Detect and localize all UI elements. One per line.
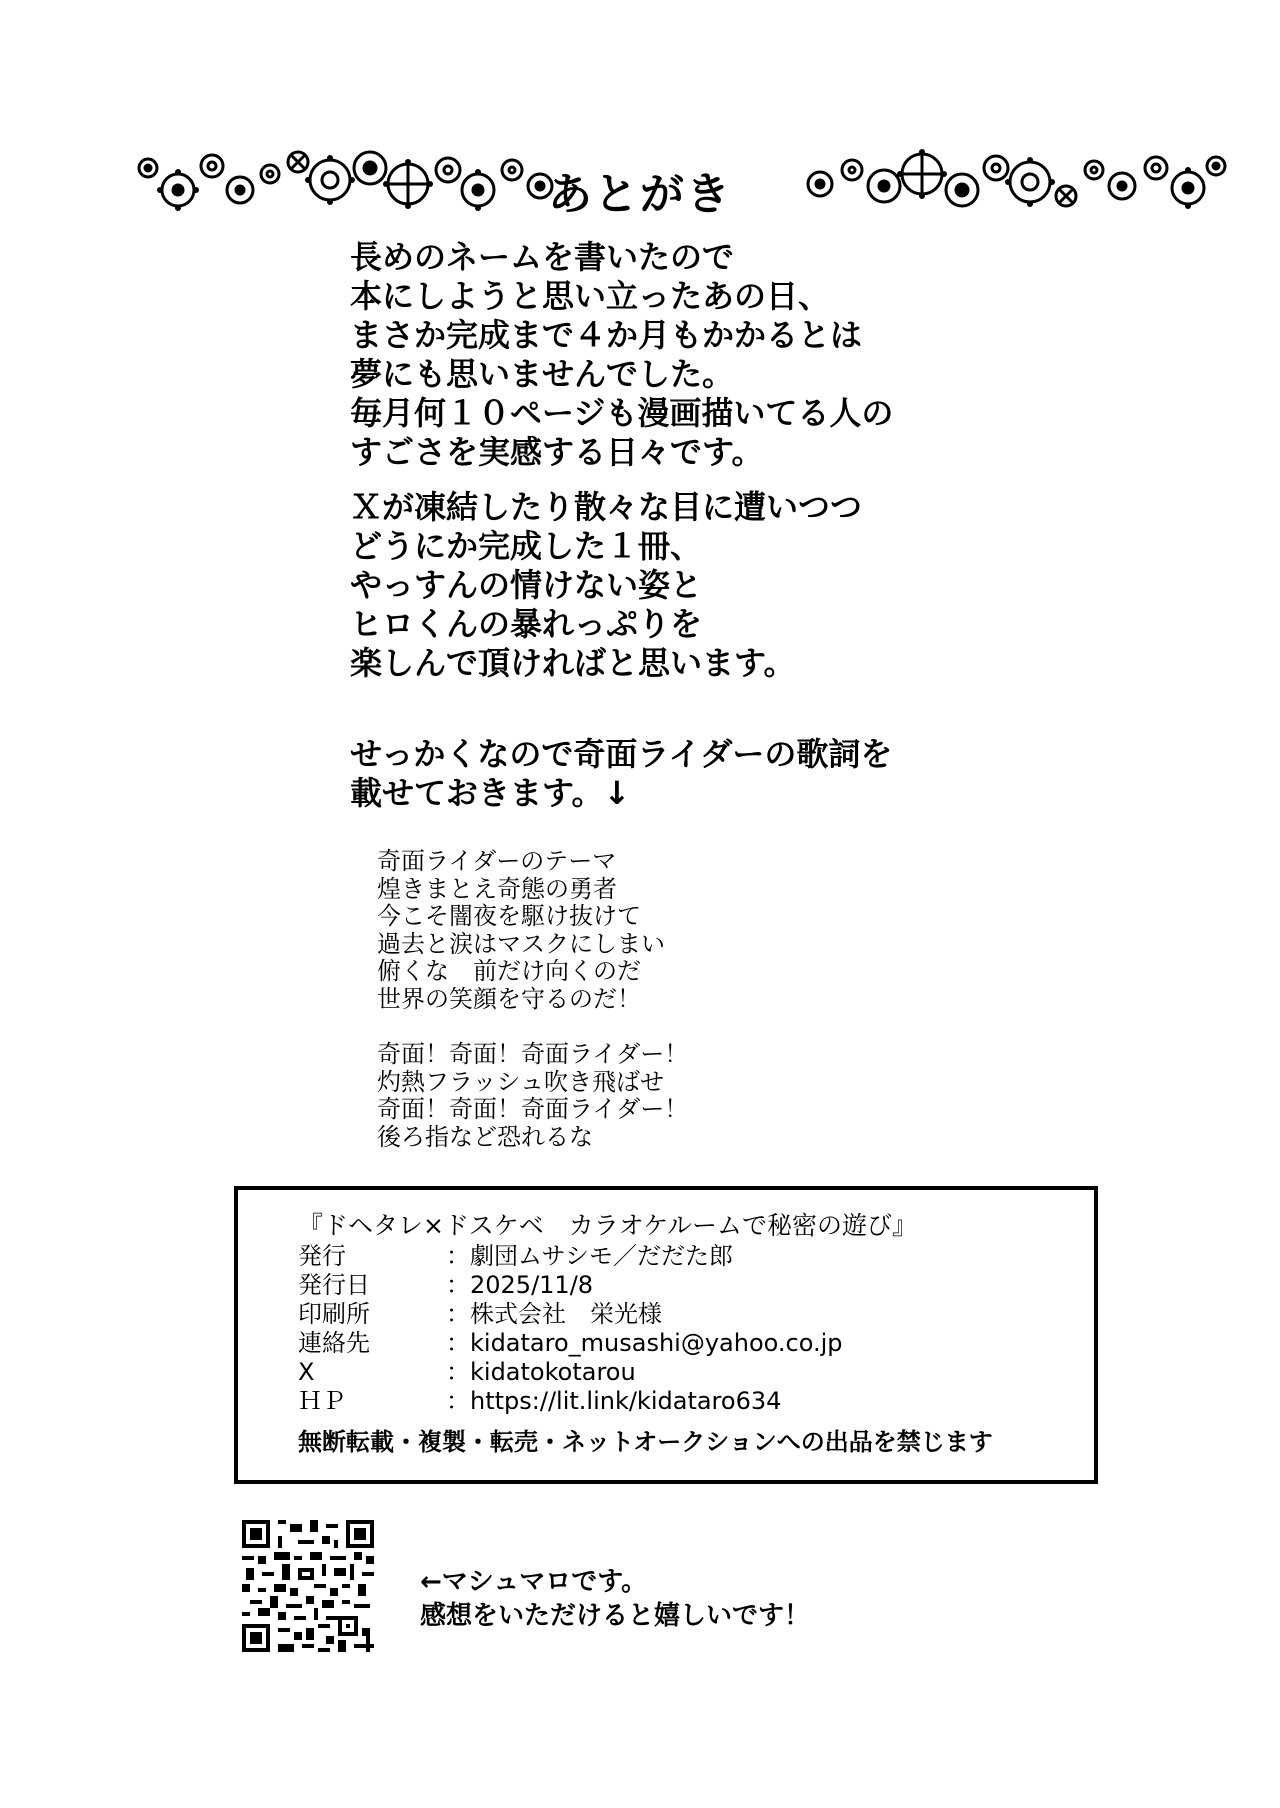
colophon-value: ：2025/11/8 bbox=[446, 1271, 594, 1299]
lyric-line: 俯くな 前だけ向くのだ bbox=[377, 957, 641, 985]
lyric-line: 過去と涙はマスクにしまい bbox=[377, 929, 665, 958]
lyric-line: 後ろ指など恐れるな bbox=[377, 1122, 593, 1151]
afterword-paragraph-2 bbox=[350, 488, 862, 683]
lyric-line: 世界の笑顔を守るのだ！ bbox=[377, 984, 641, 1013]
lyric-line: 奇面！奇面！奇面ライダー！ bbox=[377, 1040, 689, 1068]
text-line: 感想をいただけると嬉しいです！ bbox=[420, 1601, 811, 1631]
text-line: ヒロくんの暴れっぷりを bbox=[350, 605, 703, 643]
lyric-line: 灼熱フラッシュ吹き飛ばせ bbox=[377, 1067, 665, 1096]
text-line: 楽しんで頂ければと思います。 bbox=[350, 644, 796, 682]
text-line: 載せておきます。↓ bbox=[350, 774, 631, 812]
lyric-line: 今こそ闇夜を駆け抜けて bbox=[377, 902, 641, 930]
copyright-warning: 無断転載・複製・転売・ネットオークションへの出品を禁じます bbox=[298, 1428, 993, 1456]
text-line: 本にしようと思い立ったあの日、 bbox=[350, 277, 831, 315]
colophon-row-date bbox=[298, 1271, 843, 1300]
lyric-line: 奇面ライダーのテーマ bbox=[377, 847, 617, 875]
colophon-value: ：劇団ムサシモ／だだた郎 bbox=[446, 1242, 734, 1270]
colophon-row-publisher bbox=[298, 1242, 843, 1271]
text-line: 毎月何１０ページも漫画描いてる人の bbox=[350, 394, 894, 432]
lyrics-verse-1 bbox=[377, 848, 665, 1013]
lyric-line: 奇面！奇面！奇面ライダー！ bbox=[377, 1095, 689, 1123]
colophon-label: 印刷所 bbox=[298, 1300, 370, 1328]
colophon-row-contact bbox=[298, 1329, 843, 1358]
colophon-value: ：株式会社 栄光様 bbox=[446, 1300, 662, 1328]
text-line: 長めのネームを書いたので bbox=[350, 238, 735, 276]
colophon-value: ：https://lit.link/kidataro634 bbox=[446, 1387, 782, 1415]
text-line: ←マシュマロです。 bbox=[420, 1567, 648, 1597]
qr-code-icon[interactable] bbox=[242, 1520, 374, 1652]
colophon-table bbox=[298, 1242, 843, 1416]
colophon-label: ＨＰ bbox=[298, 1387, 346, 1415]
colophon-row-homepage bbox=[298, 1387, 843, 1416]
text-line: 夢にも思いませんでした。 bbox=[350, 355, 735, 393]
text-line: やっすんの情けない姿と bbox=[350, 566, 703, 604]
colophon-row-printer bbox=[298, 1300, 843, 1329]
afterword-paragraph-3 bbox=[350, 735, 892, 813]
book-title: 『ドヘタレ×ドスケベ カラオケルームで秘密の遊び』 bbox=[298, 1211, 917, 1240]
colophon-value: ：kidatokotarou bbox=[446, 1358, 636, 1386]
marshmallow-note bbox=[420, 1565, 810, 1633]
text-line: Ｘが凍結したり散々な目に遭いつつ bbox=[350, 488, 863, 526]
colophon-label: 連絡先 bbox=[298, 1329, 370, 1357]
lyrics-verse-2 bbox=[377, 1041, 688, 1151]
colophon-value: ：kidataro_musashi@yahoo.co.jp bbox=[446, 1329, 843, 1357]
text-line: すごさを実感する日々です。 bbox=[350, 433, 764, 471]
colophon-box bbox=[234, 1186, 1098, 1484]
afterword-paragraph-1 bbox=[350, 238, 893, 472]
lyric-line: 煌きまとえ奇態の勇者 bbox=[377, 874, 617, 903]
colophon-row-x bbox=[298, 1358, 843, 1387]
colophon-label: X bbox=[298, 1358, 315, 1386]
text-line: どうにか完成した１冊、 bbox=[350, 527, 703, 565]
page-title: あとがき bbox=[548, 169, 732, 220]
text-line: まさか完成まで４か月もかかるとは bbox=[350, 316, 863, 354]
colophon-label: 発行 bbox=[298, 1242, 346, 1270]
text-line: せっかくなので奇面ライダーの歌詞を bbox=[350, 735, 893, 773]
colophon-label: 発行日 bbox=[298, 1271, 370, 1299]
